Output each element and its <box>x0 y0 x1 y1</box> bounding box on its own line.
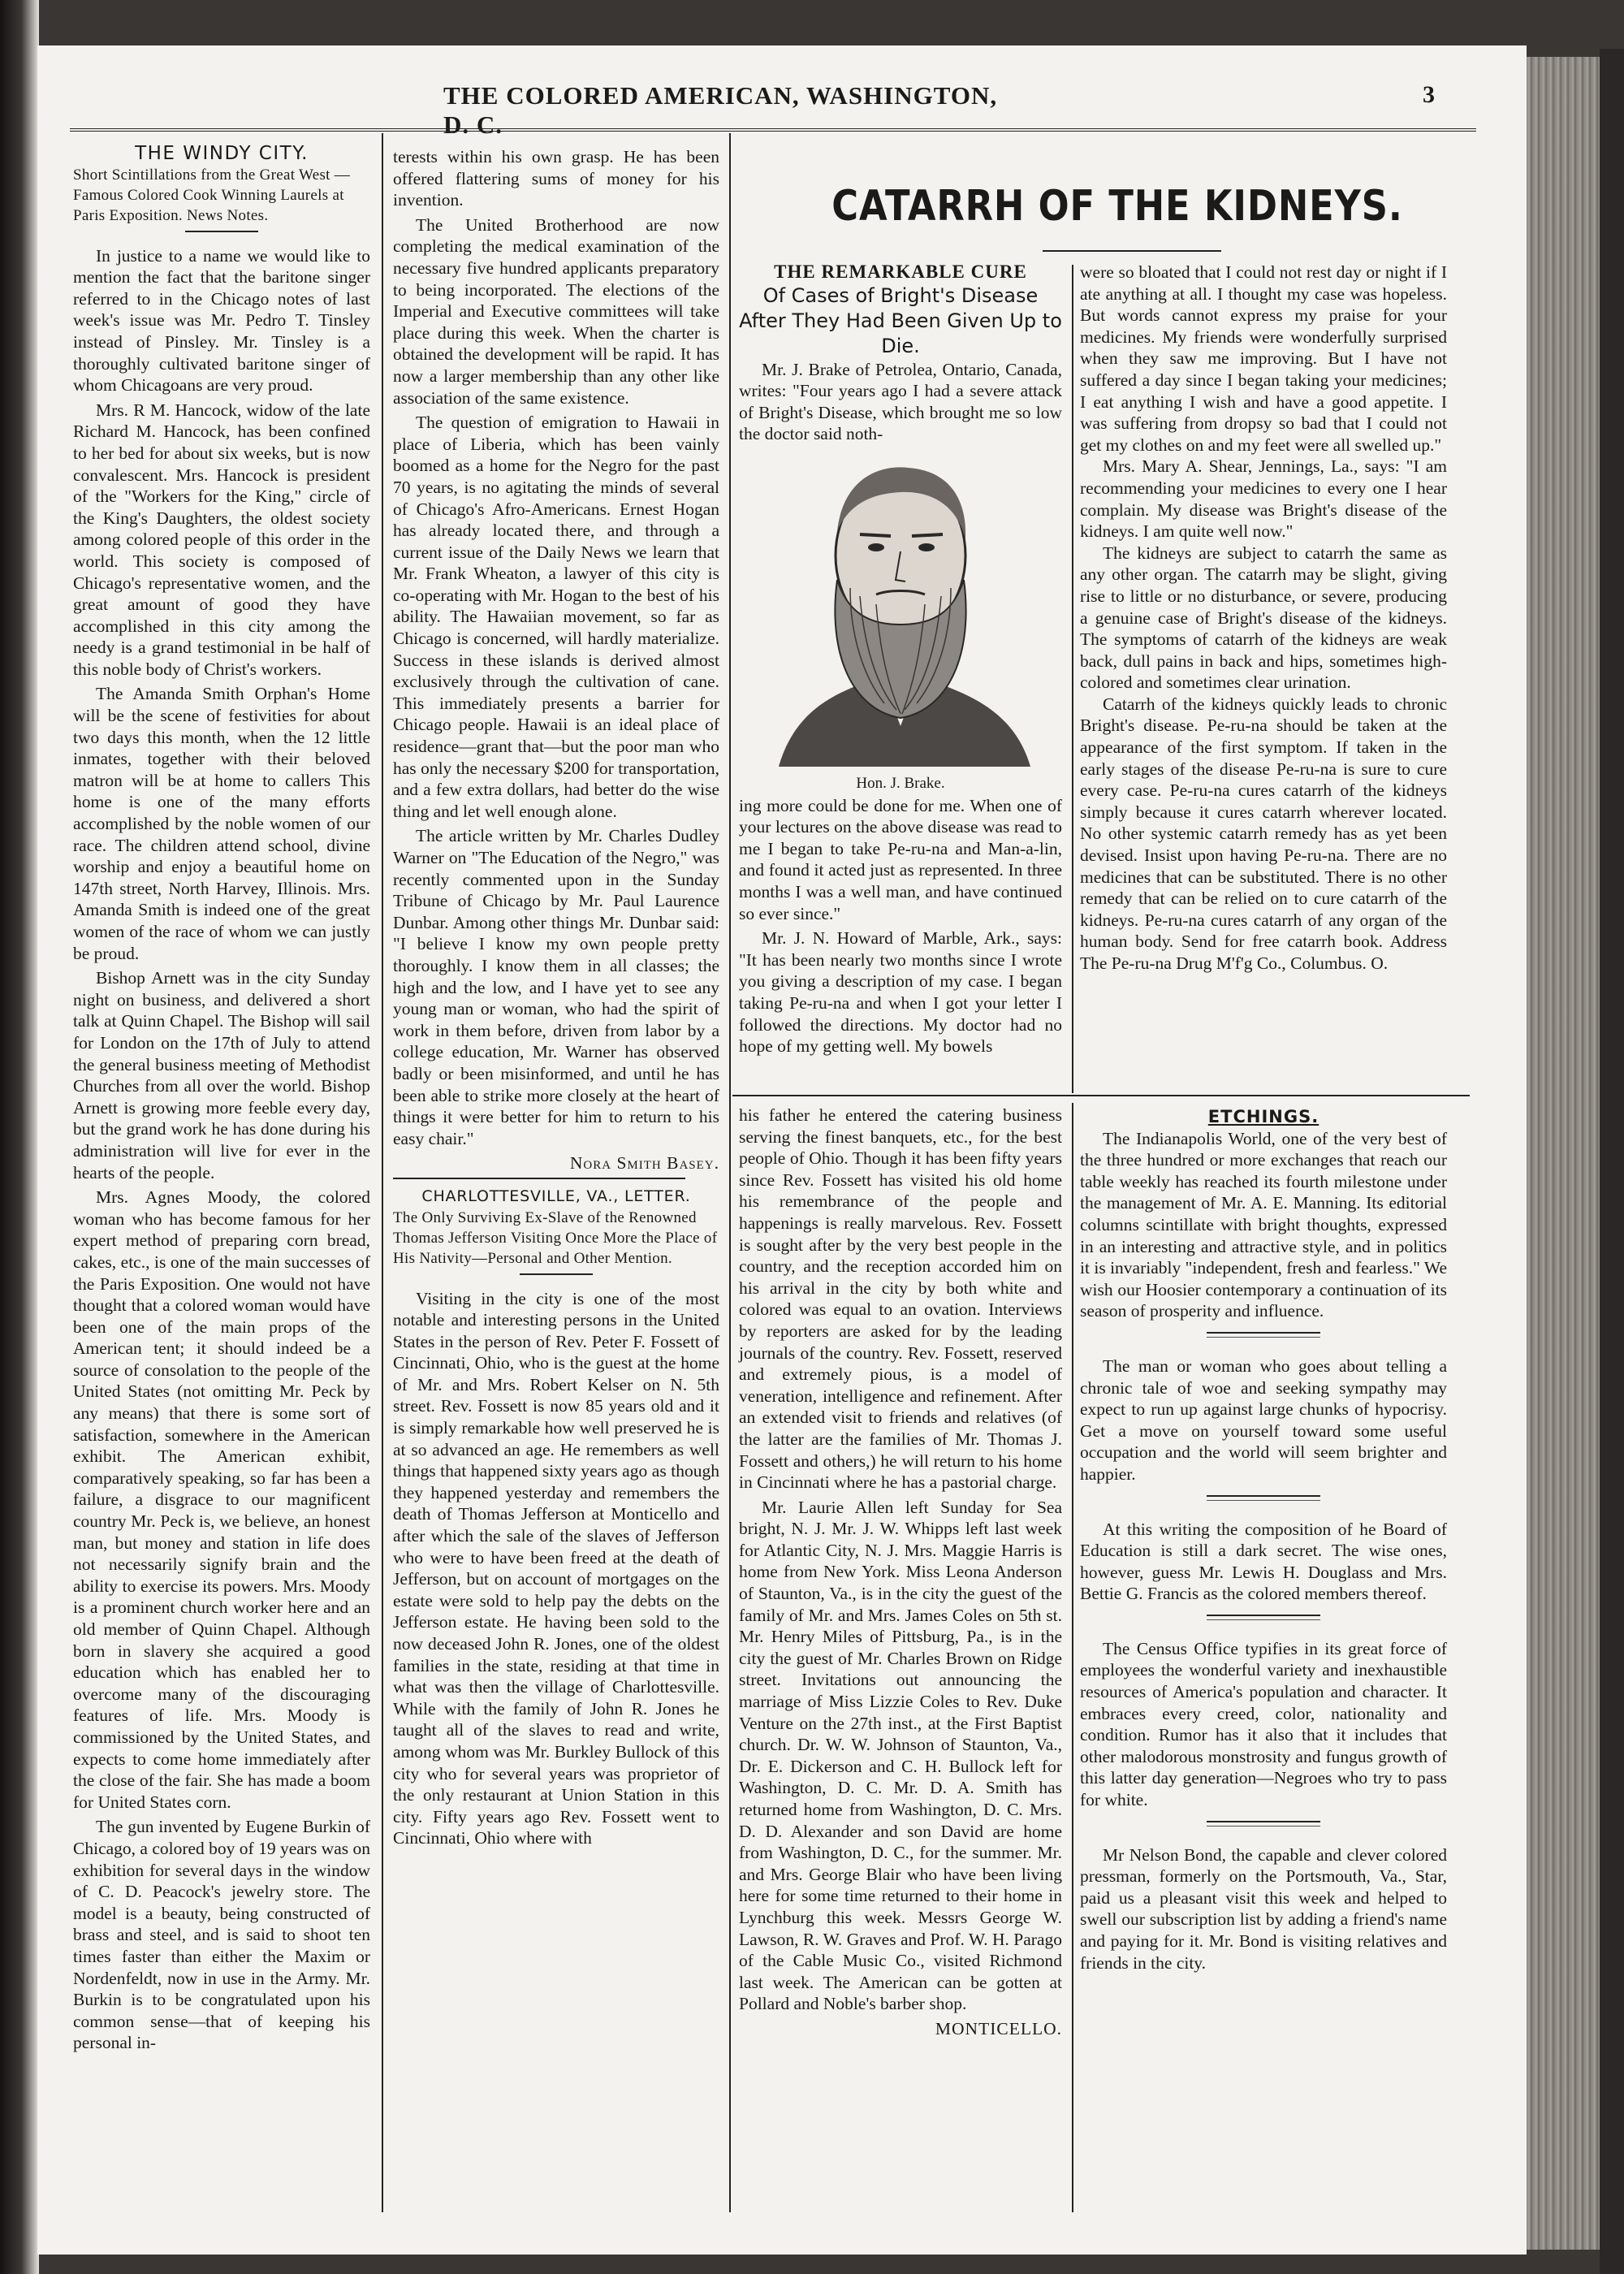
page-binding-shadow <box>0 0 39 2274</box>
charlottesville-continued <box>739 1105 1062 2040</box>
column-two <box>393 146 719 1852</box>
newspaper-page <box>37 45 1527 2255</box>
article-paragraph: Mr. Laurie Allen left Sunday for Sea bright, N. J. Mr. J. W. Whipps left last week for Atlantic City, N. J. Mrs. Maggie Harris is home from New York. Miss Leona Anderson of Staunton, Va., is in the city the guest of the family of Mr. and Mrs. James Coles on 5th st. Mr. Henry Miles of Pittsburg, Pa., is in the city the guest of Mr. Charles Brown on Ridge street. Invitations out announcing the marriage of Miss Lizzie Coles to Rev. Duke Venture on the 27th inst., at the First Baptist church. Dr. W. W. Johnson of Staunton, Va., Dr. E. Dickerson and C. H. Bullock left for Washington, D. C. Mr. D. A. Smith has returned home from Washington, D. C. Mrs. D. D. Alexander and son David are home from Washington, D. C., for the summer. Mr. and Mrs. George Blair who have been living here for some time returned to their home in Lynchburg this week. Messrs George W. Lawson, R. W. Graves and Prof. W. H. Parago of the Cable Music Co., visited Richmond last week. The American can be gotten at Pollard and Noble's barber shop. <box>739 1497 1062 2014</box>
section-ornament <box>1207 1495 1320 1501</box>
book-edge-shadow <box>1600 49 1624 2274</box>
etchings-heading: ETCHINGS. <box>1207 1107 1320 1126</box>
column-divider-3-lower <box>1072 1103 1073 2212</box>
etching-paragraph: Mr Nelson Bond, the capable and clever colored pressman, formerly on the Portsmouth, Va., Star, paid us a pleasant visit this week and helped to swell our subscription list by adding a friend's name and paying for it. Mr. Bond is visiting relatives and friends in the city. <box>1080 1844 1447 1973</box>
windy-city-subheading: Short Scintillations from the Great West —Famous Colored Cook Winning Laurels at Paris Exposition. News Notes. <box>73 166 351 224</box>
article-paragraph: Mrs. Agnes Moody, the colored woman who has become famous for her expert method of preparing corn bread, cakes, etc., is one of the main successes of the Paris Exposition. One would not have thought that a colored woman would have been one of the main props of the American tent; it should indeed be a source of consolation to the people of the United States (not omitting Mr. Peck by any means) that there is some sort of satisfaction, somewhere in the American exhibit. The American exhibit, comparatively speaking, so far has been a failure, a disgrace to our magnificent country Mr. Peck is, we believe, an honest man, but money and station in life does not necessarily signify brain and the ability to exercise its powers. Mrs. Moody is a prominent church worker here and an old member of Quinn Chapel. Although born in slavery she acquired a good education which has enabled her to overcome many of the discouraging features of life. Mrs. Moody is commissioned by the United States, and expects to come home immediately after the close of the fair. She has made a boom for United States corn. <box>73 1187 370 1812</box>
etching-paragraph: The Indianapolis World, one of the very best of the three hundred or more exchanges that reach our table weekly has reached its fourth milestone under the management of Mr. A. E. Manning. Its editorial columns scintillate with bright thoughts, expressed in an interesting and attractive style, and in politics it is invariably "independent, fresh and fearless." We wish our Hoosier contemporary a continuation of its season of prosperity and influence. <box>1080 1128 1447 1321</box>
ad-paragraph: Mr. J. N. Howard of Marble, Ark., says: "It has been nearly two months since I wrote you giving a description of my case. I began taking Pe-ru-na and when I got your letter I followed the directions. My doctor had no hope of my getting well. My bowels <box>739 928 1062 1057</box>
heading-rule <box>520 1273 593 1275</box>
ad-right-column <box>1080 262 1447 975</box>
etchings-column <box>1080 1106 1447 1974</box>
author-signature: MONTICELLO. <box>935 2018 1062 2038</box>
article-paragraph: The question of emigration to Hawaii in place of Liberia, which has been vainly boomed as a home for the Negro for the past 70 years, is no agitating the minds of several of Chicago's Afro-Americans. Ernest Hogan has already located there, and through a current issue of the Daily News we learn that Mr. Frank Wheaton, a lawyer of this city is co-operating with Mr. Hogan to the best of his ability. The Hawaiian movement, so far as Chicago is concerned, will hardly materialize. Success in these islands is derived almost exclusively through the cultivation of cane. This immediately presents a barrier for Chicago people. Hawaii is an ideal place of residence—grant that—but the poor man who has only the necessary $200 for transportation, and a few extra dollars, had better do the wise thing and let well enough alone. <box>393 413 719 821</box>
section-ornament <box>1207 1332 1320 1338</box>
ad-paragraph: Catarrh of the kidneys quickly leads to chronic Bright's disease. Pe-ru-na should be taken at the appearance of the first symptom. If taken in the early stages of the disease Pe-ru-na is sure to cure every case. Pe-ru-na cures catarrh of the kidneys simply because it cures catarrh wherever located. No other systemic catarrh remedy has as yet been devised. Insist upon having Pe-ru-na. There are no medicines that can be substituted. There is no other remedy that can be relied on to cure catarrh of the kidneys. Pe-ru-na cures catarrh of any organ of the human body. Send for free catarrh book. Address The Pe-ru-na Drug M'f'g Co., Columbus. O. <box>1080 694 1447 973</box>
column-divider-1 <box>382 133 383 2212</box>
article-paragraph: The United Brotherhood are now completing the medical examination of the necessary five hundred applicants preparatory to being incorporated. The elections of the Imperial and Executive committees will take place during this week. When the charter is obtained the development will be rapid. It has now a larger membership than any other like association of the same existence. <box>393 214 719 408</box>
section-rule <box>393 1178 685 1179</box>
ad-title-rule <box>1043 250 1221 252</box>
book-page-edges <box>1527 57 1600 2250</box>
article-paragraph: his father he entered the catering business serving the finest banquets, etc., for the best people of Ohio. Though it has been fifty years since Rev. Fossett has visited his old home his remembrance of the people and happenings is really marvelous. Rev. Fossett is sought after by the very best people in the country, and the reception accorded him on his arrival in the city by both white and colored was equal to an ovation. Interviews by reporters are asked for by the leading journals of the country. Rev. Fossett, reserved and extremely pious, is a model of veneration, intelligence and refinement. After an extended visit to friends and relatives (of the latter are the families of Mr. Thomas J. Fossett and others,) he will return to his home in Cincinnati where he has a pastorial charge. <box>739 1105 1062 1493</box>
article-paragraph: Visiting in the city is one of the most notable and interesting persons in the United States in the person of Rev. Peter F. Fossett of Cincinnati, Ohio, who is the guest at the home of Mr. and Mrs. Robert Kelser on N. 5th street. Rev. Fossett is now 85 years old and it is simply remarkable how well preserved he is at so advanced an age. He remembers as well things that happened sixty years ago as though they happened yesterday and remembers the death of Thomas Jefferson at Monticello and after which the sale of the slaves of Jefferson who were to have been freed at the death of Jefferson, but on account of mortgages on the estate were sold to help pay the debts on the Jefferson estate. He having been sold to the now deceased John R. Jones, one of the oldest families in the state, residing at that time in what was then the village of Charlottesville. While with the family of John R. Jones he taught all of the slaves to read and write, among whom was Mr. Burkley Bullock of this city who for several years was proprietor of the only restaurant at Union Station in this city. Fifty years ago Rev. Fossett went to Cincinnati, Ohio where with <box>393 1288 719 1848</box>
masthead <box>37 81 1527 139</box>
article-paragraph: The gun invented by Eugene Burkin of Chicago, a colored boy of 19 years was on exhibition for several days in the window of C. D. Peacock's jewelry store. The model is a beauty, being constructed of brass and steel, and is said to shoot ten times faster than either the Maxim or Nordenfeldt, now in use in the Army. Mr. Burkin is to be congratulated upon his common sense—that of keeping his personal in- <box>73 1817 370 2053</box>
ad-paragraph: The kidneys are subject to catarrh the same as any other organ. The catarrh may be slight, giving rise to little or no disturbance, or severe, producing a genuine case of Bright's disease of the kidneys. The symptoms of catarrh of the kidneys are weak back, dull pains in back and hips, sometimes high-colored and sometimes clear urination. <box>1080 543 1447 693</box>
ad-paragraph: were so bloated that I could not rest day or night if I ate anything at all. I thought my case was hopeless. But words cannot express my praise for your medicines. My friends were wonderfully surprised when they saw me improving. But I have not suffered a day since I began taking your medicines; I eat anything I wish and have a good appetite. I was suffering from dropsy so bad that I could not get my clothes on and my feet were all swelled up." <box>1080 262 1447 455</box>
ad-paragraph: Mrs. Mary A. Shear, Jennings, La., says: "I am recommending your medicines to every one I hear complain. My disease was Bright's disease of the kidneys. I am quite well now." <box>1080 456 1447 542</box>
column-divider-2 <box>729 133 731 2212</box>
ad-lead-paragraph: Mr. J. Brake of Petrolea, Ontario, Canada, writes: "Four years ago I had a severe attack of Bright's Disease, which brought me so low the doctor said noth- <box>739 359 1062 444</box>
windy-city-column <box>73 143 370 2057</box>
ad-title: CATARRH OF THE KIDNEYS. <box>831 182 1403 231</box>
article-paragraph: The article written by Mr. Charles Dudley Warner on "The Education of the Negro," was recently commented upon in the Sunday Tribune of Chicago by Mr. Paul Laurence Dunbar. Among other things Mr. Dunbar said: "I believe I know my own people pretty thoroughly. I know them in all classes; the high and the low, and I have yet to see any young man or woman, who had the spirit of work in them before, driven from labor by a college education, Mr. Warner has observed badly or been misinformed, and until he has been able to strike more closely at the heart of things it were better for him to return to his easy chair." <box>393 826 719 1148</box>
portrait-caption: Hon. J. Brake. <box>856 774 945 792</box>
section-ornament <box>1207 1821 1320 1827</box>
column-divider-3-upper <box>1072 265 1073 1093</box>
ad-subheading: Of Cases of Bright's Disease After They Had Been Given Up to Die. <box>739 283 1062 357</box>
section-ornament <box>1207 1615 1320 1620</box>
page-number: 3 <box>1423 81 1435 108</box>
letter-heading: CHARLOTTESVILLE, VA., LETTER. <box>421 1187 691 1205</box>
article-paragraph: The Amanda Smith Orphan's Home will be the scene of festivities for about two days this month, when the 12 little inmates, together with their beloved matron will be at home to callers This home is one of the many efforts accomplished by the noble women of our race. The children attend school, divine worship and enjoy a beautiful home on 147th street, North Harvey, Illinois. Mrs. Amanda Smith is indeed one of the great women of the race of whom we can justly be proud. <box>73 684 370 963</box>
article-paragraph: terests within his own grasp. He has been offered flattering sums of money for his invention. <box>393 147 719 210</box>
letter-subheading: The Only Surviving Ex-Slave of the Renowned Thomas Jefferson Visiting Once More the Place of His Nativity—Personal and Other Mention. <box>393 1208 718 1267</box>
ad-paragraph: ing more could be done for me. When one of your lectures on the above disease was read to me I began to take Pe-ru-na and Man-a-lin, and found it acted just as represented. In three months I was a well man, and have continued so ever since." <box>739 795 1062 923</box>
author-signature: Nora Smith Basey. <box>569 1153 719 1174</box>
ad-bottom-rule <box>732 1095 1470 1096</box>
masthead-title: THE COLORED AMERICAN, WASHINGTON, D. C. <box>443 81 998 139</box>
article-paragraph: Bishop Arnett was in the city Sunday night on business, and delivered a short talk at Quinn Chapel. The Bishop will sail for London on the 17th of July to attend the general business meeting of Methodist Churches from all over the world. Bishop Arnett is growing more feeble every day, but the grand work he has done during his administration will live for ever in the hearts of the people. <box>73 968 370 1182</box>
ad-heading: THE REMARKABLE CURE <box>774 262 1027 282</box>
portrait-engraving <box>746 450 1055 767</box>
etching-paragraph: At this writing the composition of he Board of Education is still a dark secret. The wise ones, however, guess Mr. Lewis H. Douglass and Mrs. Bettie G. Francis as the colored members thereof. <box>1080 1519 1447 1604</box>
etching-paragraph: The man or woman who goes about telling a chronic tale of woe and seeking sympathy may expect to run up against large chunks of hypocrisy. Get a move on yourself toward some useful occupation and the world will seem brighter and happier. <box>1080 1355 1447 1484</box>
masthead-rule <box>70 128 1476 132</box>
ad-left-column <box>739 262 1062 1061</box>
etching-paragraph: The Census Office typifies in its great force of employees the wonderful variety and inexhaustible resources of America's population and character. It embraces every creed, color, nationality and condition. Rumor has it also that it includes that other malodorous monstrosity and fungus growth of this latter day generation—Negroes who try to pass for white. <box>1080 1638 1447 1810</box>
article-paragraph: In justice to a name we would like to mention the fact that the baritone singer referred to in the Chicago notes of last week's issue was Mr. Pedro T. Tinsley instead of Pinsley. Mr. Tinsley is a thoroughly cultivated baritone singer of whom Chicagoans are very proud. <box>73 245 370 396</box>
windy-city-heading: THE WINDY CITY. <box>135 143 309 164</box>
article-paragraph: Mrs. R M. Hancock, widow of the late Richard M. Hancock, has been confined to her bed for about six weeks, but is now convalescent. Mrs. Hancock is president of the "Workers for the King," circle of the King's Daughters, the oldest society among colored people of this order in the world. This society is composed of Chicago's representative women, and the great amount of good they have accomplished in this city among the needy is a grand testimonial in be half of this noble body of Christ's workers. <box>73 400 370 679</box>
heading-rule <box>185 231 258 232</box>
